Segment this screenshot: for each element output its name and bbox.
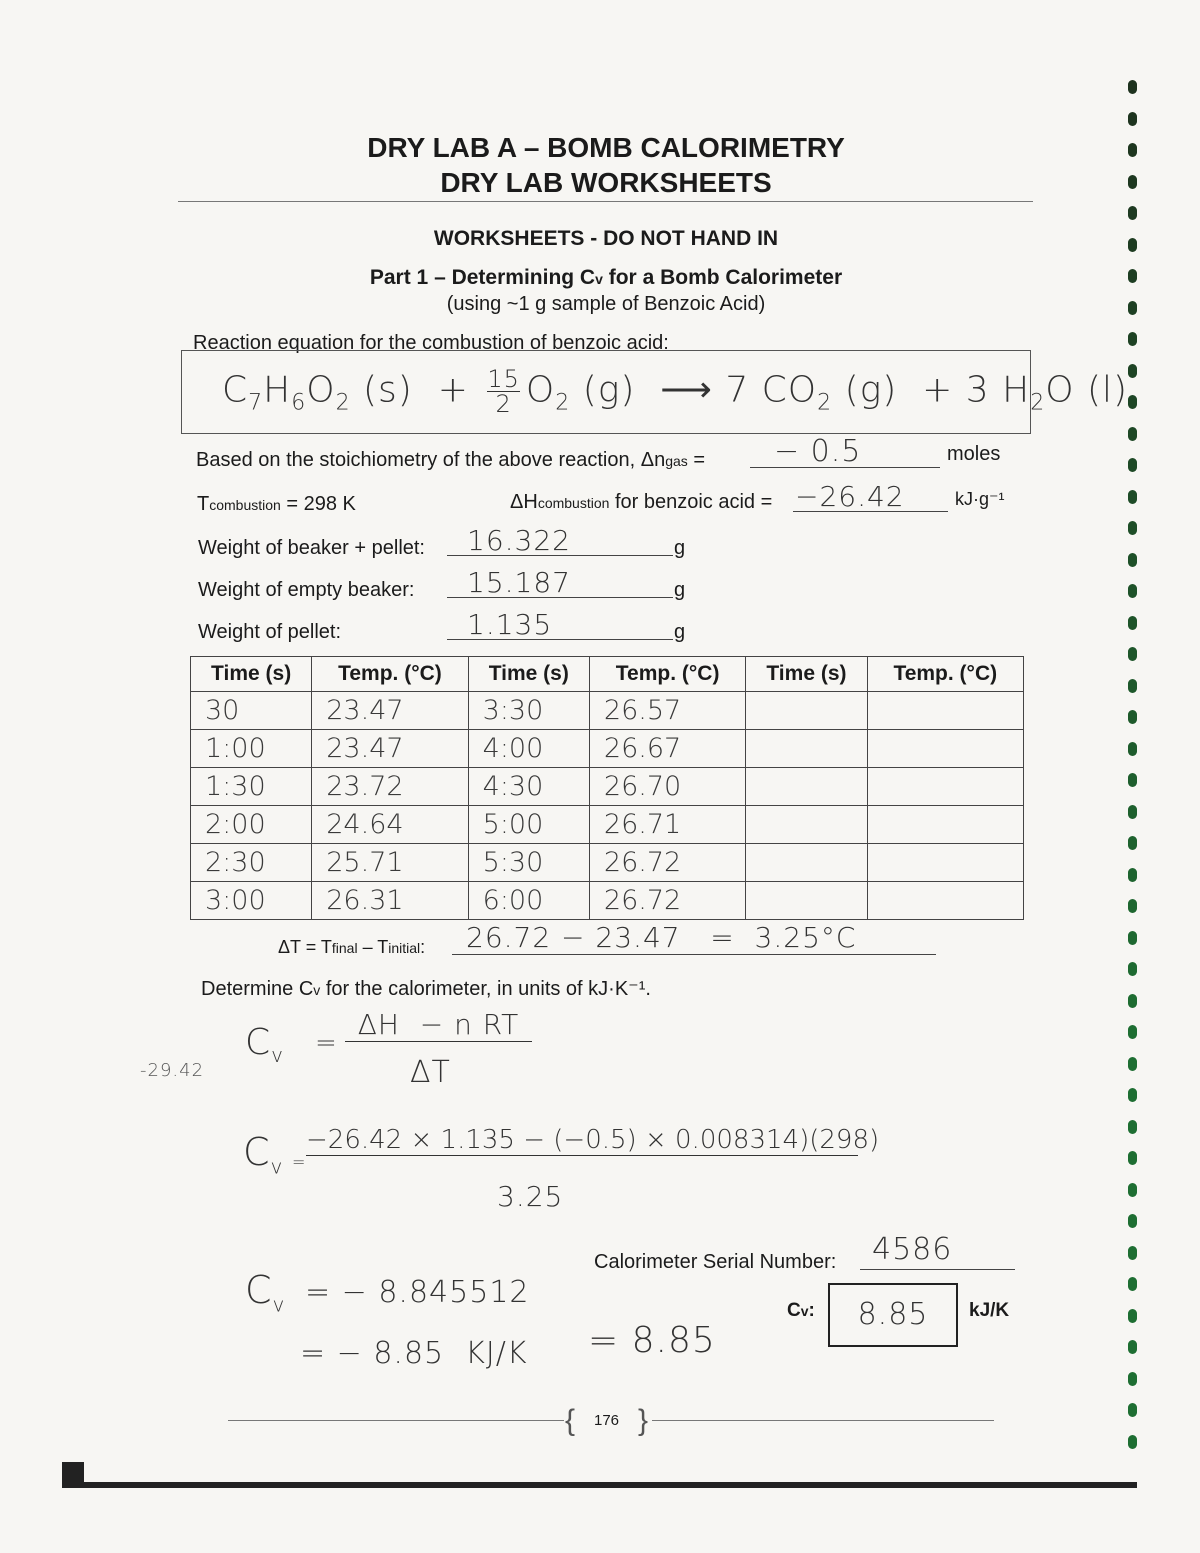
weight-beaker-pellet-value: 16.322	[447, 524, 673, 556]
cv-symbol-1	[245, 1022, 284, 1067]
delta-t-label	[278, 937, 425, 958]
part-heading-sub: v	[595, 271, 603, 287]
cv-symbol-3	[245, 1268, 285, 1317]
header-temp-3: Temp. (°C)	[867, 657, 1023, 692]
table-cell: 2:00	[191, 806, 312, 844]
cv3-sub: v	[272, 1292, 286, 1317]
binding-ring	[1128, 1372, 1137, 1386]
eq-part-2: H	[263, 369, 292, 411]
notice: WORKSHEETS - DO NOT HAND IN	[433, 227, 779, 250]
determine-pre: Determine C	[201, 978, 314, 1000]
reaction-equation	[222, 367, 1128, 416]
page-bottom-edge	[62, 1482, 1137, 1488]
serial-label: Calorimeter Serial Number:	[594, 1251, 837, 1273]
cv-answer-box: 8.85	[828, 1283, 958, 1347]
table-cell: 25.71	[312, 844, 468, 882]
eq-sub-7: 2	[1030, 390, 1046, 416]
binding-ring	[1128, 238, 1137, 252]
cv-symbol-2	[243, 1130, 283, 1179]
table-cell: 1:00	[191, 730, 312, 768]
table-cell: 4:30	[468, 768, 589, 806]
weight-empty-beaker-value: 15.187	[447, 566, 673, 598]
t-combustion	[197, 493, 356, 516]
header-time-2: Time (s)	[468, 657, 589, 692]
delta-t-sub-final: final	[331, 940, 358, 956]
table-cell	[867, 768, 1023, 806]
footer-bracket-right-icon: }	[638, 1404, 649, 1437]
cv-box-unit: kJ/K	[969, 1300, 1010, 1321]
part-subtitle: (using ~1 g sample of Benzoic Acid)	[446, 293, 766, 315]
part-heading-pre: Part 1 – Determining C	[369, 266, 596, 289]
cv3-letter: C	[245, 1268, 273, 1312]
eq-sub-6: 2	[817, 390, 833, 416]
t-comb-pre: T	[197, 493, 210, 515]
header-time-3: Time (s)	[746, 657, 867, 692]
table-row	[191, 806, 1024, 844]
table-cell	[746, 882, 867, 920]
t-comb-sub: combustion	[209, 497, 281, 513]
title-line-1: DRY LAB A – BOMB CALORIMETRY	[367, 132, 845, 163]
weight-pellet-label: Weight of pellet:	[198, 621, 342, 643]
binding-ring	[1128, 1088, 1137, 1102]
serial-value: 4586	[860, 1232, 1015, 1270]
binding-ring	[1128, 836, 1137, 850]
binding-ring	[1128, 1277, 1137, 1291]
table-cell: 26.70	[589, 768, 745, 806]
binding-ring	[1128, 458, 1137, 472]
eq-sub-1: 7	[248, 390, 264, 416]
result-unrounded: = − 8.845512	[305, 1275, 530, 1310]
binding-ring	[1128, 899, 1137, 913]
margin-note: -29.42	[140, 1060, 205, 1081]
table-cell	[867, 730, 1023, 768]
formula-denominator: ΔT	[410, 1055, 451, 1090]
footer-rule-left	[228, 1420, 564, 1421]
delta-n-post: =	[687, 449, 706, 471]
binding-ring	[1128, 868, 1137, 882]
eq-sub-3: 2	[335, 390, 351, 416]
binding-ring	[1128, 742, 1137, 756]
t-comb-post: = 298 K	[280, 493, 356, 515]
delta-t-sub-initial: initial	[388, 940, 421, 956]
table-row	[191, 768, 1024, 806]
table-cell: 30	[191, 692, 312, 730]
table-header-row	[191, 657, 1024, 692]
table-cell: 26.31	[312, 882, 468, 920]
binding-ring	[1128, 1057, 1137, 1071]
footer-rule-right	[652, 1420, 994, 1421]
dh-pre: ΔH	[510, 491, 538, 513]
dh-sub: combustion	[537, 495, 610, 511]
table-cell: 23.47	[312, 692, 468, 730]
eq-part-5: O	[525, 369, 556, 411]
formula-numerator: ΔH − n RT	[345, 1008, 532, 1042]
binding-ring	[1128, 1151, 1137, 1165]
cv1-letter: C	[245, 1022, 272, 1063]
table-cell	[746, 692, 867, 730]
binding-ring	[1128, 584, 1137, 598]
binding-ring	[1128, 1025, 1137, 1039]
table-cell: 1:30	[191, 768, 312, 806]
eq-frac-num: 15	[487, 365, 520, 393]
binding-ring	[1128, 175, 1137, 189]
binding-ring	[1128, 773, 1137, 787]
binding-ring	[1128, 112, 1137, 126]
eq-part-3: O	[306, 369, 336, 411]
table-cell	[867, 882, 1023, 920]
table-cell	[867, 844, 1023, 882]
weight-empty-beaker-unit: g	[674, 579, 686, 601]
eq-part-1: C	[222, 369, 249, 411]
eq-frac-den: 2	[495, 390, 512, 418]
header-time-1: Time (s)	[191, 657, 312, 692]
binding-ring	[1128, 521, 1137, 535]
dh-answer: −26.42	[793, 480, 948, 512]
weight-beaker-pellet-unit: g	[674, 537, 686, 559]
binding-ring	[1128, 490, 1137, 504]
determine-cv-prompt	[201, 976, 651, 1001]
delta-n-answer: − 0.5	[750, 434, 940, 468]
binding-ring	[1128, 962, 1137, 976]
table-cell	[867, 806, 1023, 844]
result-positive: = 8.85	[588, 1320, 716, 1361]
binding-ring	[1128, 1309, 1137, 1323]
cv-box-sub: v	[800, 1303, 809, 1319]
part-heading	[0, 266, 1200, 290]
cv1-sub: v	[271, 1043, 284, 1068]
cv-box-label	[787, 1300, 815, 1322]
delta-n-unit: moles	[947, 443, 1001, 465]
table-cell: 26.57	[589, 692, 745, 730]
page-number: 176	[594, 1412, 620, 1429]
binding-ring	[1128, 332, 1137, 346]
eq-part-4: (s) +	[350, 369, 469, 411]
binding-ring	[1128, 1403, 1137, 1417]
determine-post: for the calorimeter, in units of kJ·K⁻¹.	[320, 978, 651, 1000]
cv-equals-1: =	[315, 1028, 338, 1058]
header-temp-2: Temp. (°C)	[589, 657, 745, 692]
title-divider	[178, 201, 1033, 202]
substituted-numerator: −26.42 × 1.135 − (−0.5) × 0.008314)(298)	[306, 1125, 880, 1155]
binding-ring	[1128, 364, 1137, 378]
eq-sub-2: 6	[291, 390, 307, 416]
temperature-table	[190, 656, 1024, 920]
table-cell: 23.72	[312, 768, 468, 806]
table-cell: 6:00	[468, 882, 589, 920]
table-cell: 23.47	[312, 730, 468, 768]
binding-ring	[1128, 679, 1137, 693]
delta-t-mid: – T	[357, 937, 389, 957]
eq-part-8: O (l)	[1045, 369, 1129, 411]
cv2-sub: v	[270, 1154, 284, 1179]
result-rounded: = − 8.85 KJ/K	[300, 1336, 528, 1371]
cv-equals-2: =	[292, 1152, 307, 1171]
binding-ring	[1128, 395, 1137, 409]
cv-box-pre: C	[787, 1300, 801, 1321]
delta-t-pre: ΔT = T	[278, 937, 332, 957]
binding-ring	[1128, 553, 1137, 567]
binding-ring	[1128, 710, 1137, 724]
eq-part-6: (g) ⟶ 7 CO	[570, 369, 818, 411]
table-row	[191, 882, 1024, 920]
table-cell	[867, 692, 1023, 730]
binding-ring	[1128, 80, 1137, 94]
binding-ring	[1128, 1435, 1137, 1449]
binding-ring	[1128, 647, 1137, 661]
binding-ring	[1128, 931, 1137, 945]
weight-pellet-value: 1.135	[447, 608, 673, 640]
table-row	[191, 844, 1024, 882]
binding-ring	[1128, 805, 1137, 819]
table-cell	[746, 730, 867, 768]
footer-bracket-left-icon: {	[565, 1404, 576, 1437]
binding-ring	[1128, 1183, 1137, 1197]
header-temp-1: Temp. (°C)	[312, 657, 468, 692]
table-cell: 3:00	[191, 882, 312, 920]
delta-n-sub: gas	[665, 453, 688, 469]
weight-pellet-unit: g	[674, 621, 686, 643]
table-cell	[746, 844, 867, 882]
binding-ring	[1128, 269, 1137, 283]
determine-sub: v	[313, 982, 321, 998]
table-cell: 5:00	[468, 806, 589, 844]
dh-post: for benzoic acid =	[609, 491, 773, 513]
binding-ring	[1128, 427, 1137, 441]
part-heading-post: for a Bomb Calorimeter	[602, 266, 843, 289]
title-line-2: DRY LAB WORKSHEETS	[440, 167, 772, 198]
eq-sub-5: 2	[555, 390, 571, 416]
delta-n-pre: Based on the stoichiometry of the above reaction, Δn	[196, 449, 666, 471]
cv2-letter: C	[243, 1130, 271, 1174]
spiral-binding-icon	[1128, 80, 1140, 1480]
table-cell: 26.72	[589, 844, 745, 882]
table-row	[191, 692, 1024, 730]
eq-part-7: (g) + 3 H	[832, 369, 1031, 411]
delta-t-post: :	[420, 937, 426, 957]
binding-ring	[1128, 1120, 1137, 1134]
table-cell: 3:30	[468, 692, 589, 730]
binding-ring	[1128, 206, 1137, 220]
dh-label	[510, 491, 772, 514]
table-cell	[746, 806, 867, 844]
delta-n-label	[196, 449, 705, 472]
binding-ring	[1128, 143, 1137, 157]
binding-ring	[1128, 1340, 1137, 1354]
table-cell: 2:30	[191, 844, 312, 882]
table-row	[191, 730, 1024, 768]
binding-ring	[1128, 616, 1137, 630]
table-cell: 26.71	[589, 806, 745, 844]
table-cell: 5:30	[468, 844, 589, 882]
reaction-label: Reaction equation for the combustion of benzoic acid:	[193, 332, 669, 354]
cv-box-post: :	[808, 1300, 815, 1321]
binding-ring	[1128, 1246, 1137, 1260]
weight-beaker-pellet-label: Weight of beaker + pellet:	[198, 537, 425, 559]
table-cell: 4:00	[468, 730, 589, 768]
eq-fraction	[487, 367, 520, 416]
table-cell	[746, 768, 867, 806]
dh-unit: kJ·g⁻¹	[955, 489, 1005, 509]
binding-ring	[1128, 1214, 1137, 1228]
reaction-box	[181, 350, 1129, 434]
binding-ring	[1128, 301, 1137, 315]
table-cell: 26.72	[589, 882, 745, 920]
binding-ring	[1128, 994, 1137, 1008]
substituted-denominator: 3.25	[497, 1180, 564, 1213]
page-corner-mark	[62, 1462, 84, 1488]
table-cell: 24.64	[312, 806, 468, 844]
table-cell: 26.67	[589, 730, 745, 768]
weight-empty-beaker-label: Weight of empty beaker:	[198, 579, 415, 601]
delta-t-answer: 26.72 − 23.47 = 3.25°C	[452, 921, 936, 955]
